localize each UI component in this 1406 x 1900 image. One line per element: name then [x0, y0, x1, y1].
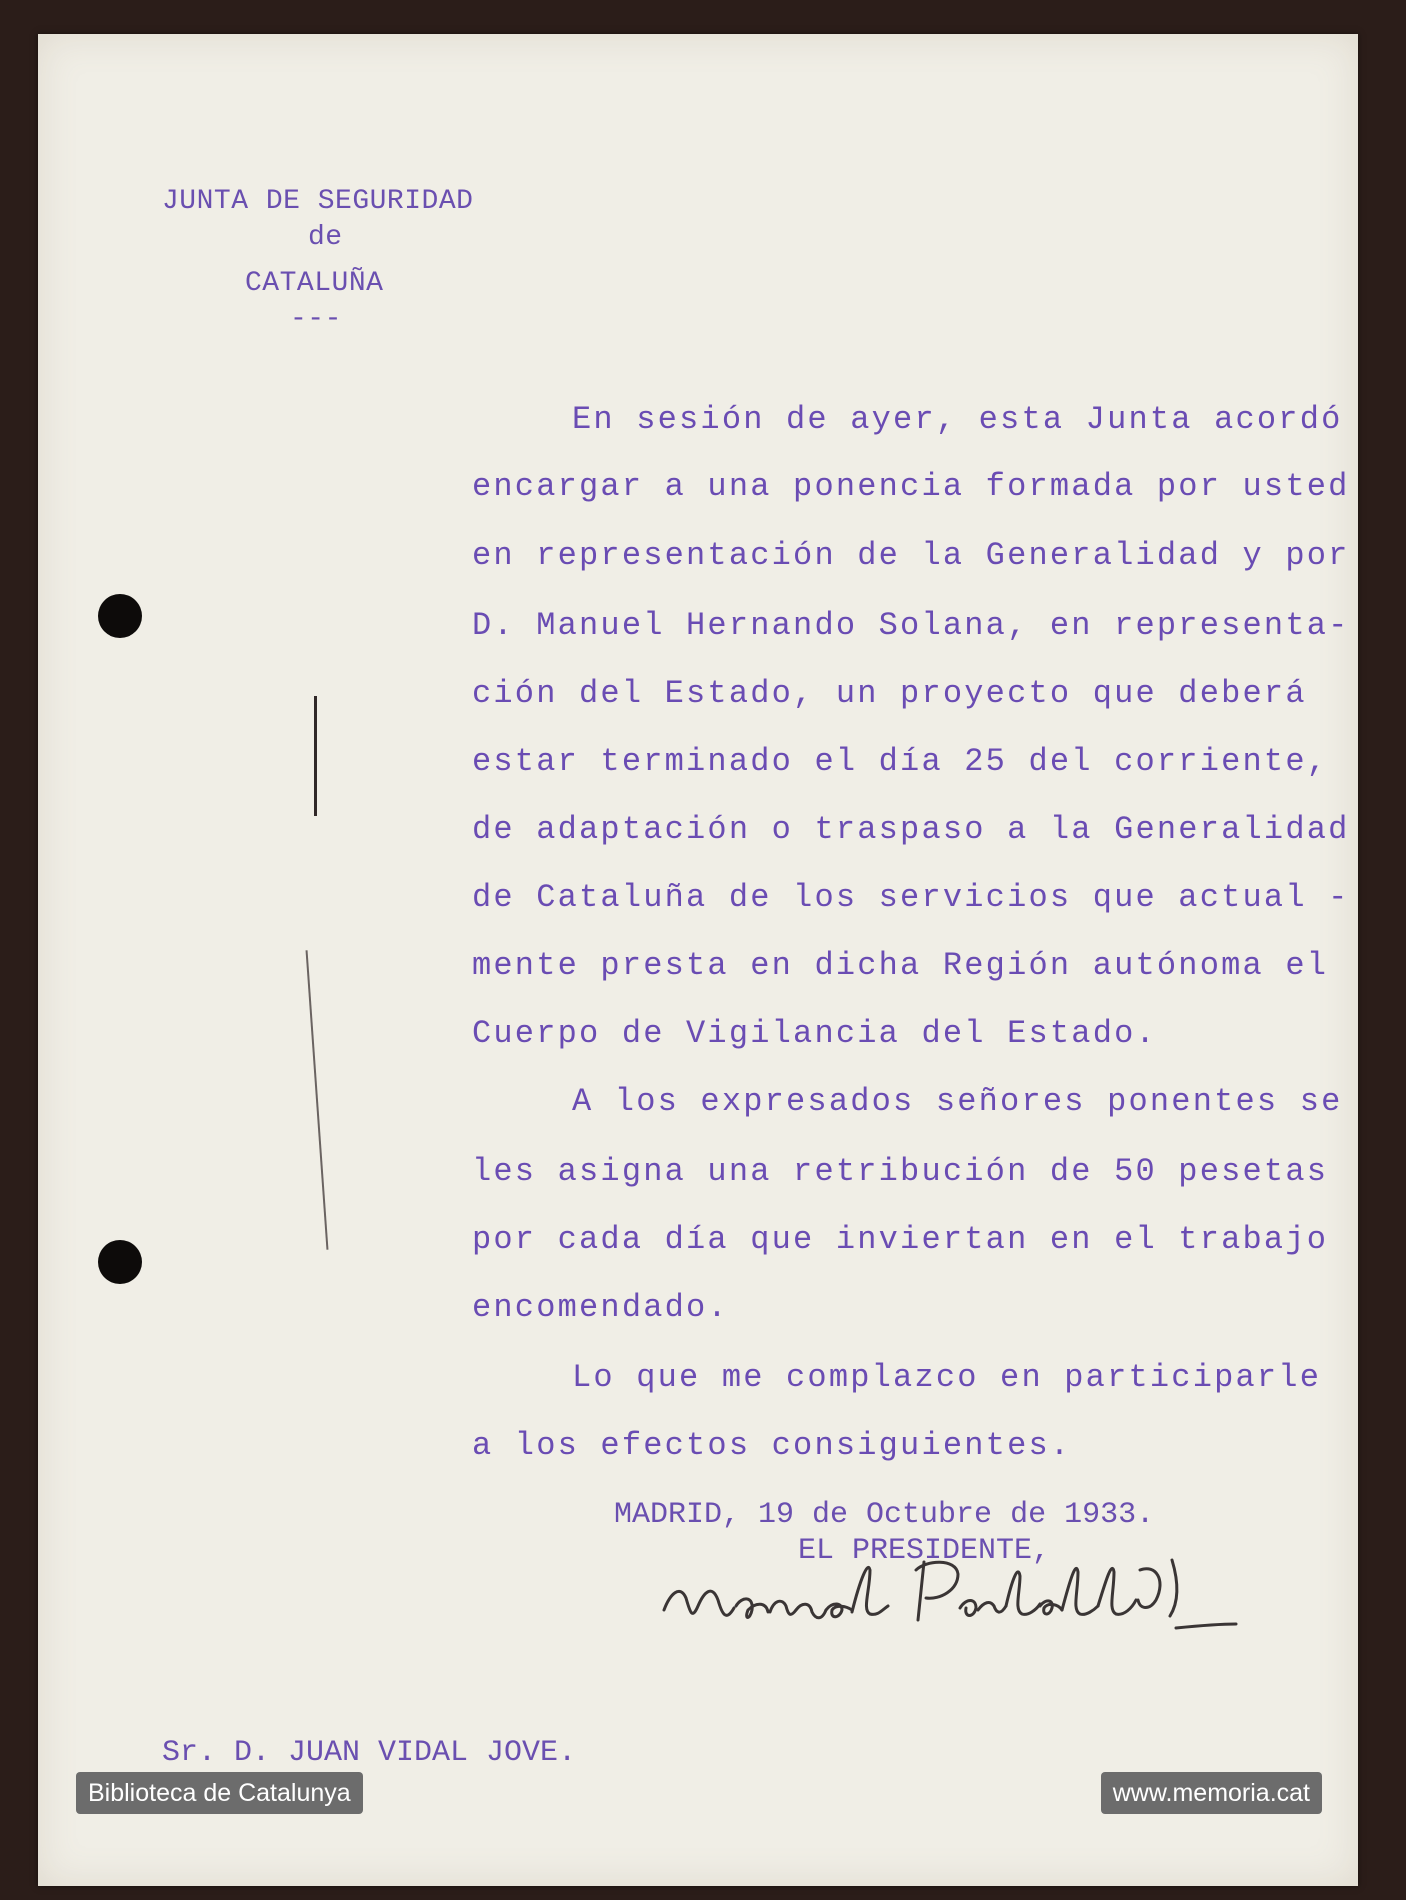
body-line: encomendado. — [472, 1289, 729, 1326]
body-line: les asigna una retribución de 50 pesetas — [472, 1153, 1329, 1190]
body-line: A los expresados señores ponentes se — [572, 1083, 1343, 1120]
body-line: estar terminado el día 25 del corriente, — [472, 743, 1329, 780]
signatory-title: EL PRESIDENTE, — [798, 1534, 1051, 1568]
body-line: de Cataluña de los servicios que actual - — [472, 879, 1350, 916]
letterhead-line-1: JUNTA DE SEGURIDAD — [162, 186, 474, 217]
body-line: en representación de la Generalidad y por — [472, 537, 1350, 574]
body-line: Lo que me complazco en participarle — [572, 1359, 1322, 1396]
fold-mark-upper — [314, 696, 317, 816]
body-line: ción del Estado, un proyecto que deberá — [472, 675, 1307, 712]
letterhead-line-2: de — [308, 222, 343, 253]
body-line: por cada día que inviertan en el trabajo — [472, 1221, 1329, 1258]
library-watermark: Biblioteca de Catalunya — [76, 1772, 363, 1814]
body-line: D. Manuel Hernando Solana, en representa- — [472, 607, 1350, 644]
body-line: Cuerpo de Vigilancia del Estado. — [472, 1015, 1157, 1052]
letterhead-line-3: CATALUÑA — [245, 268, 384, 299]
letterhead-rule: --- — [290, 304, 342, 335]
addressee: Sr. D. JUAN VIDAL JOVE. — [162, 1736, 577, 1770]
punch-hole-bottom — [98, 1240, 142, 1284]
body-line: de adaptación o traspaso a la Generalidad — [472, 811, 1350, 848]
body-line: encargar a una ponencia formada por usted — [472, 468, 1350, 505]
body-line: mente presta en dicha Región autónoma el — [472, 947, 1329, 984]
handwritten-signature — [656, 1540, 1336, 1660]
punch-hole-top — [98, 594, 142, 638]
website-watermark: www.memoria.cat — [1101, 1772, 1322, 1814]
date-line: MADRID, 19 de Octubre de 1933. — [614, 1498, 1155, 1532]
body-line: a los efectos consiguientes. — [472, 1427, 1072, 1464]
body-line: En sesión de ayer, esta Junta acordó — [572, 401, 1343, 438]
